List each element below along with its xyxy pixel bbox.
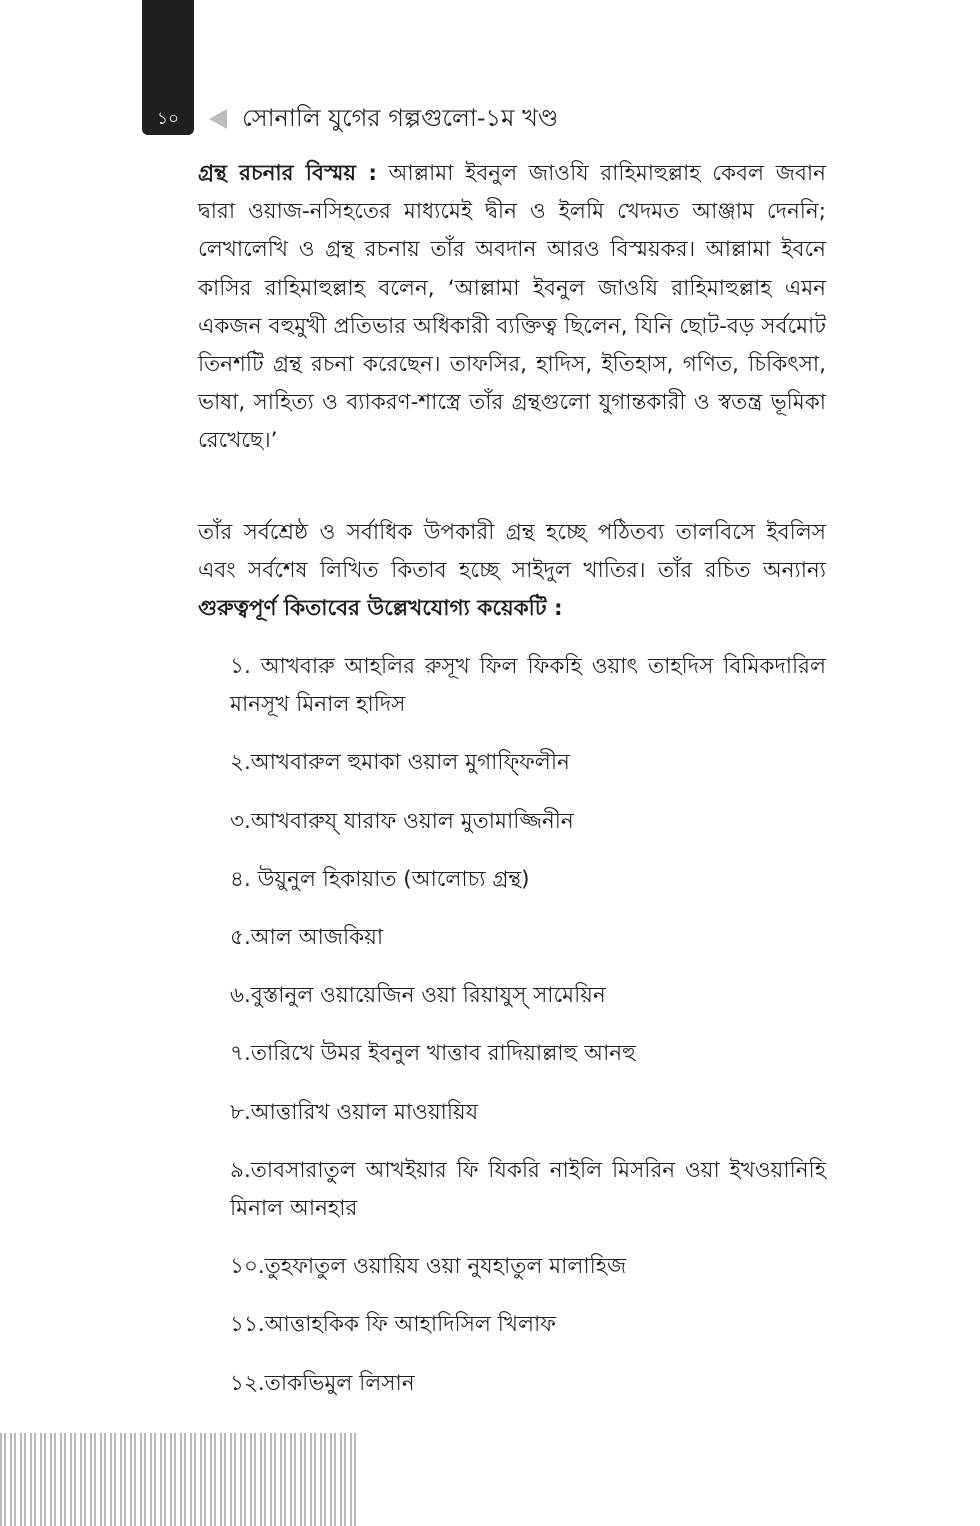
book-item: ৬.বুস্তানুল ওয়ায়েজিন ওয়া রিয়াযুস্ সামেয়িন (230, 983, 606, 1009)
page-number-tab (142, 0, 194, 135)
book-item: ১০.তুহফাতুল ওয়ায়িয ওয়া নুযহাতুল মালাহিজ (230, 1254, 627, 1280)
book-list (230, 648, 826, 1423)
book-item: ২.আখবারুল হুমাকা ওয়াল মুগাফ্ফিলীন (230, 750, 570, 776)
paragraph-text: আল্লামা ইবনুল জাওযি রাহিমাহুল্লাহ কেবল জবান দ্বারা ওয়াজ-নসিহতের মাধ্যমেই দ্বীন ও ইলমি খেদমত আঞ্জাম দেননি; লেখালেখি ও গ্রন্থ রচনায় তাঁর অবদান আরও বিস্ময়কর। আল্লামা ইবনে কাসির রাহিমাহুল্লাহ বলেন, ‘আল্লামা ইবনুল জাওযি রাহিমাহুল্লাহ এমন একজন বহুমুখী প্রতিভার অধিকারী ব্যক্তিত্ব ছিলেন, যিনি ছোট-বড় সর্বমোট তিনশটি গ্রন্থ রচনা করেছেন। তাফসির, হাদিস, ইতিহাস, গণিত, চিকিৎসা, ভাষা, সাহিত্য ও ব্যাকরণ-শাস্ত্রে তাঁর গ্রন্থগুলো যুগান্তকারী ও স্বতন্ত্র ভূমিকা রেখেছে।’ (198, 161, 826, 454)
paragraph-book-writing (198, 155, 826, 461)
paragraph-bold-tail: গুরুত্বপূর্ণ কিতাবের উল্লেখযোগ্য কয়েকটি : (198, 596, 563, 622)
book-item: ৪. উয়ুনুল হিকায়াত (আলোচ্য গ্রন্থ) (230, 866, 530, 892)
book-item: ৩.আখবারুয্ যারাফ ওয়াল মুতামাজ্জিনীন (230, 808, 574, 834)
page-number: ১০ (156, 109, 180, 129)
paragraph-notable-works (198, 514, 826, 629)
book-item: ১২.তাকভিমুল লিসান (230, 1370, 415, 1396)
book-item: ৫.আল আজকিয়া (230, 925, 384, 951)
section-heading: গ্রন্থ রচনার বিস্ময় : (198, 161, 377, 186)
book-item: ৯.তাবসারাতুল আখইয়ার ফি যিকরি নাইলি মিসরিন ওয়া ইখওয়ানিহি মিনাল আনহার (230, 1157, 826, 1222)
book-item: ১. আখবারু আহলির রুসূখ ফিল ফিকহি ওয়াৎ তাহদিস বিমিকদারিল মানসূখ মিনাল হাদিস (230, 654, 826, 718)
book-item: ১১.আত্তাহকিক ফি আহাদিসিল খিলাফ (230, 1312, 556, 1338)
decorative-stripes (0, 1433, 357, 1526)
book-item: ৭.তারিখে উমর ইবনুল খাত্তাব রাদিয়াল্লাহু আনহু (230, 1041, 636, 1067)
left-triangle-icon (209, 109, 227, 129)
book-item: ৮.আত্তারিখ ওয়াল মাওয়ায়িয (230, 1099, 479, 1125)
running-title: সোনালি যুগের গল্পগুলো-১ম খণ্ড (242, 104, 559, 132)
paragraph-text: তাঁর সর্বশ্রেষ্ঠ ও সর্বাধিক উপকারী গ্রন্থ হচ্ছে পঠিতব্য তালবিসে ইবলিস এবং সর্বশেষ লিখিত কিতাব হচ্ছে সাইদুল খাতির। তাঁর রচিত অন্যান্য (198, 520, 826, 584)
